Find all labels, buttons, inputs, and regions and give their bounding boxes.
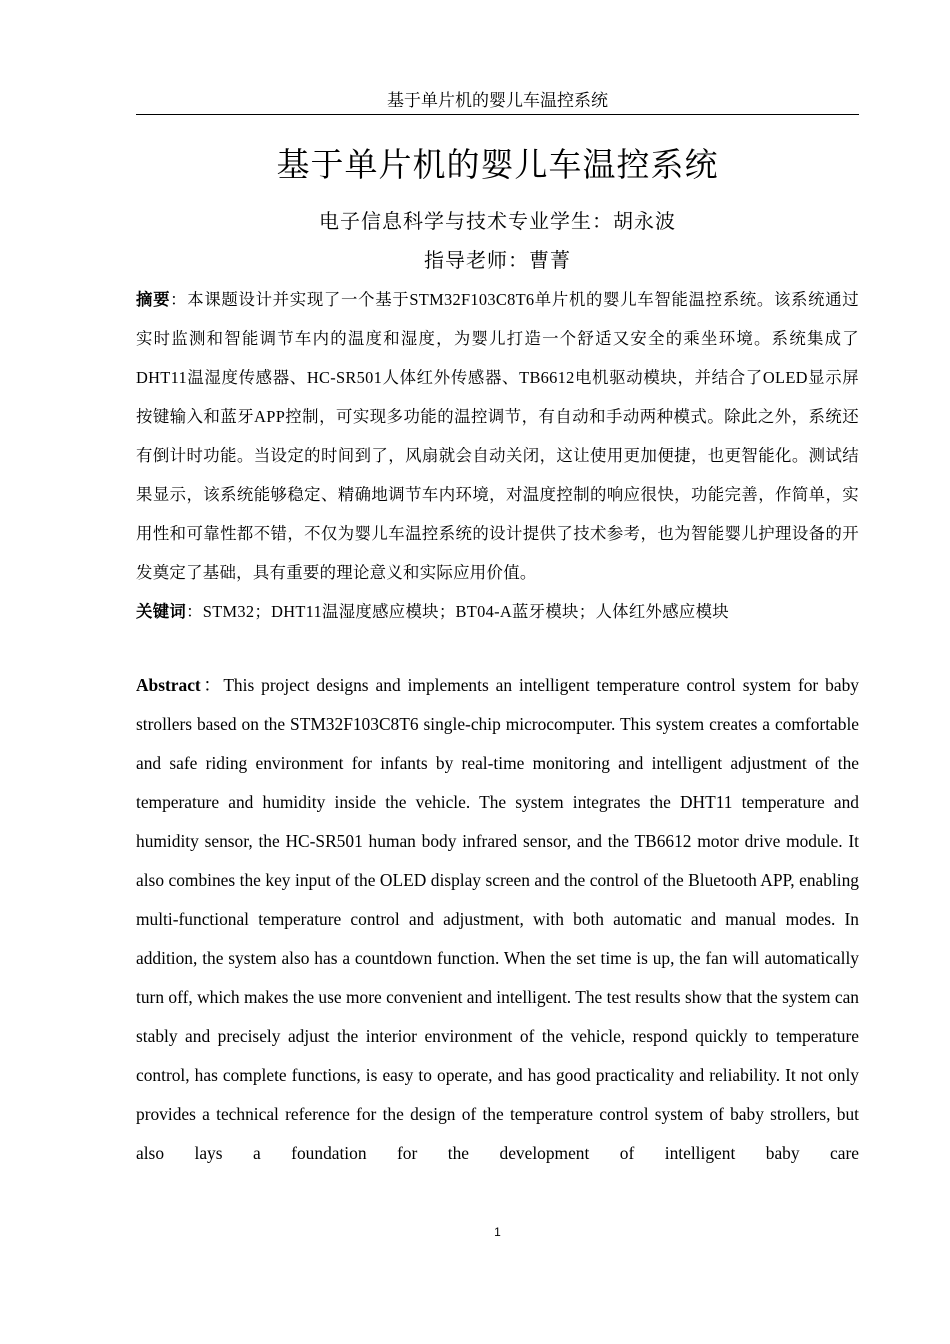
abstract-cn-text: 本课题设计并实现了一个基于STM32F103C8T6单片机的婴儿车智能温控系统。该系统通过实时监测和智能调节车内的温度和湿度，为婴儿打造一个舒适又安全的乘坐环境。系统集成了DHT11温湿度传感器、HC-SR501人体红外传感器、TB6612电机驱动模块，并结合了OLED显示屏按键输入和蓝牙APP控制，可实现多功能的温控调节，有自动和手动两种模式。除此之外，系统还有倒计时功能。当设定的时间到了，风扇就会自动关闭，这让使用更加便捷，也更智能化。测试结果显示，该系统能够稳定、精确地调节车内环境，对温度控制的响应很快，功能完善，作简单，实用性和可靠性都不错，不仅为婴儿车温控系统的设计提供了技术参考，也为智能婴儿护理设备的开发奠定了基础，具有重要的理论意义和实际应用价值。 <box>136 290 859 582</box>
keywords-cn-text: STM32；DHT11温湿度感应模块；BT04-A蓝牙模块；人体红外感应模块 <box>202 602 729 621</box>
abstract-cn-paragraph <box>136 280 859 592</box>
running-header: 基于单片机的婴儿车温控系统 <box>387 91 608 110</box>
english-abstract-section <box>136 666 859 1212</box>
page-number: 1 <box>494 1225 501 1239</box>
header-rule <box>136 114 859 115</box>
abstract-en-paragraph <box>136 666 859 1173</box>
author-line: 电子信息科学与技术专业学生：胡永波 <box>319 211 676 233</box>
chinese-abstract-section <box>136 280 859 631</box>
abstract-cn-label: 摘要 <box>136 290 171 309</box>
abstract-cn-separator: ： <box>170 290 188 309</box>
abstract-en-text: This project designs and implements an intelligent temperature control system for baby strollers based on the STM32F103C8T6 single-chip microcomputer. This system creates a comfortable and safe riding environment for infants by real-time monitoring and intelligent adjustment of the temperature and humidity inside the vehicle. The system integrates the DHT11 temperature and humidity sensor, the HC-SR501 human body infrared sensor, and the TB6612 motor drive module. It also combines the key input of the OLED display screen and the control of the Bluetooth APP, enabling multi-functional temperature control and adjustment, with both automatic and manual modes. In addition, the system also has a countdown function. When the set time is up, the fan will automatically turn off, which makes the use more convenient and intelligent. The test results show that the system can stably and precisely adjust the interior environment of the vehicle, respond quickly to temperature control, has complete functions, is easy to operate, and has good practicality and reliability. It not only provides a technical reference for the design of the temperature control system of baby strollers, but also lays a foundation for the development of intelligent baby care <box>136 675 859 1163</box>
paper-title: 基于单片机的婴儿车温控系统 <box>276 145 719 184</box>
advisor-line: 指导老师：曹菁 <box>424 250 571 272</box>
keywords-cn-separator: ： <box>186 602 203 621</box>
abstract-en-label: Abstract <box>136 675 201 695</box>
abstract-en-separator: ： <box>200 675 224 695</box>
keywords-cn-label: 关键词 <box>136 602 187 621</box>
keywords-cn-paragraph <box>136 592 859 631</box>
